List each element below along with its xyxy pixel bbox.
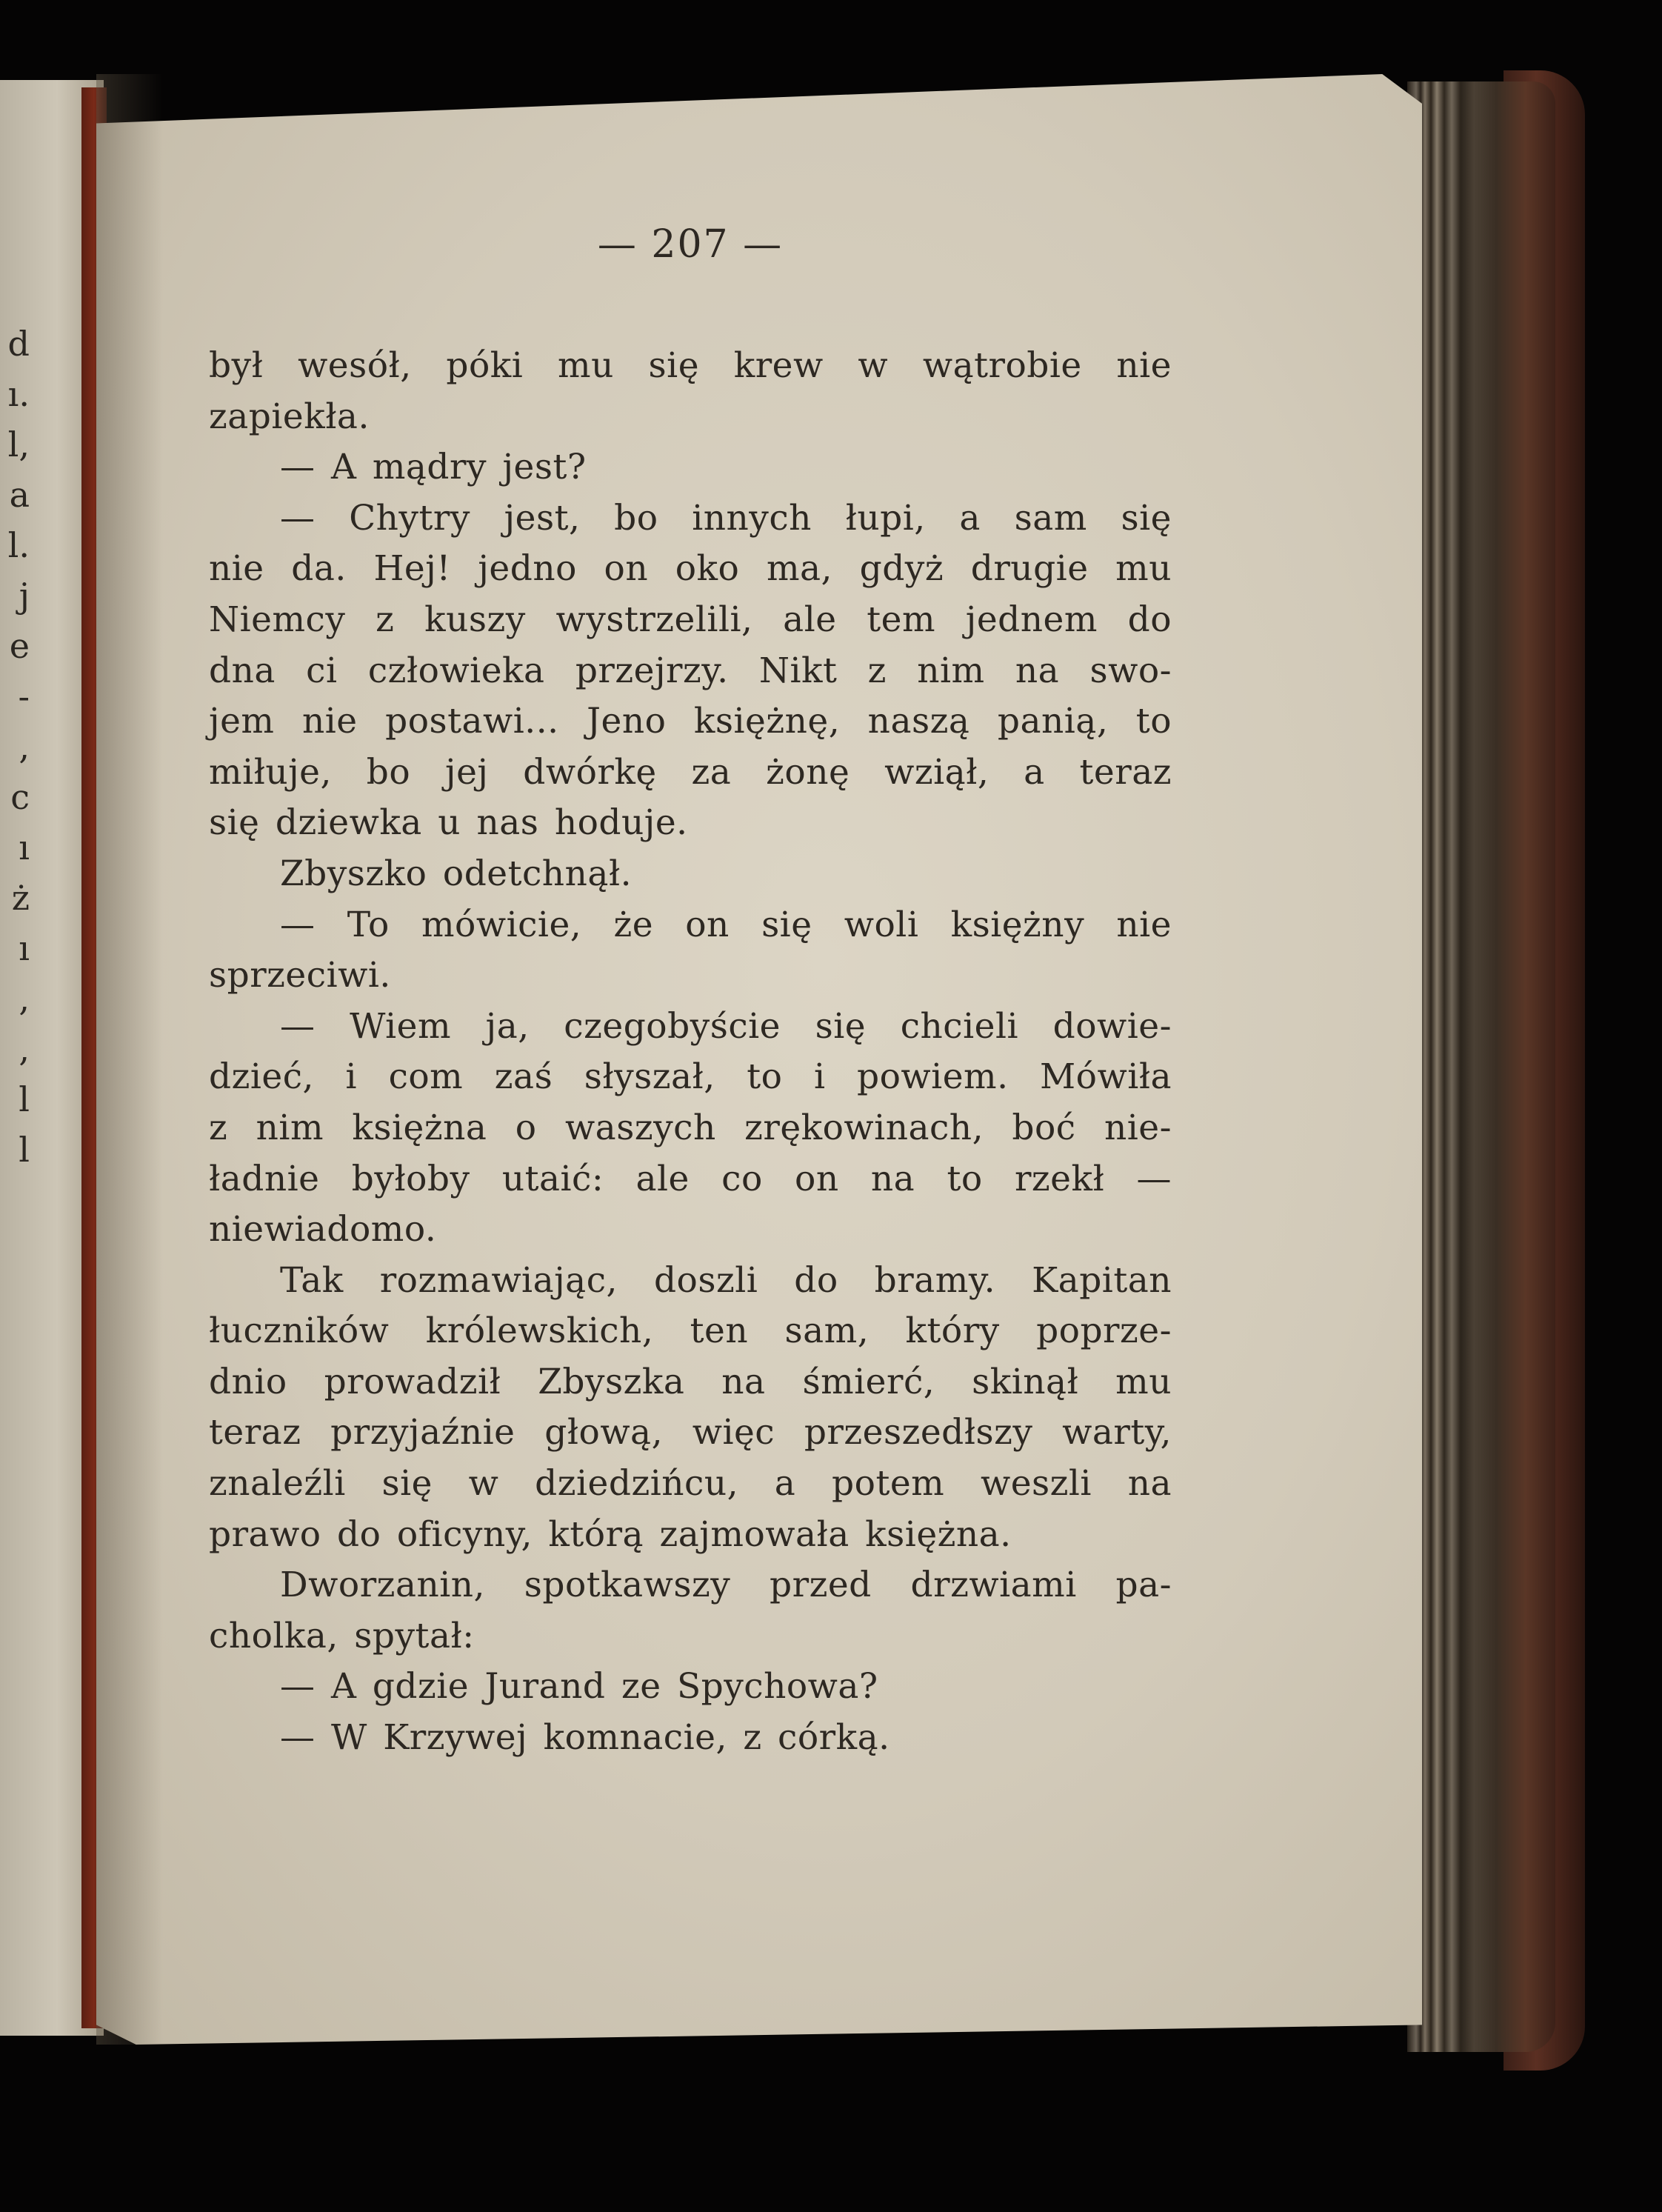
- text-line: Tak rozmawiając, doszli do bramy. Kapitan: [280, 1259, 1172, 1301]
- previous-page-fragment: d: [7, 324, 30, 364]
- text-line: cholka, spytał:: [209, 1615, 475, 1656]
- text-line: — Chytry jest, bo innych łupi, a sam się: [280, 497, 1172, 539]
- previous-page-fragment: e: [9, 626, 30, 666]
- previous-page-fragment: -: [18, 676, 30, 716]
- page-stack: [1407, 81, 1555, 2052]
- text-line: miłuje, bo jej dwórkę za żonę wziął, a teraz: [209, 751, 1172, 793]
- text-line: łuczników królewskich, ten sam, który poprze-: [209, 1310, 1172, 1352]
- text-line: prawo do oficyny, którą zajmowała księżna.: [209, 1513, 1012, 1555]
- text-line: niewiadomo.: [209, 1209, 437, 1250]
- text-line: — A mądry jest?: [280, 447, 587, 488]
- text-line: znaleźli się w dziedzińcu, a potem weszli na: [209, 1463, 1172, 1505]
- gutter-shadow: [96, 74, 163, 2045]
- previous-page-fragment: ,: [19, 979, 30, 1019]
- page-number: — 207 —: [597, 222, 784, 267]
- text-lines: [209, 341, 1172, 1764]
- text-line: był wesół, póki mu się krew w wątrobie nie: [209, 345, 1172, 386]
- text-line: zapiekła.: [209, 396, 370, 437]
- text-line: się dziewka u nas hoduje.: [209, 802, 688, 844]
- text-line: dna ci człowieka przejrzy. Nikt z nim na swo-: [209, 650, 1172, 691]
- previous-page-fragment: a: [9, 475, 30, 515]
- previous-page-fragment: l: [19, 1079, 30, 1119]
- text-line: dzieć, i com zaś słyszał, to i powiem. Mówiła: [209, 1056, 1172, 1098]
- previous-page-fragment: ż: [11, 878, 30, 918]
- text-line: sprzeciwi.: [209, 955, 391, 996]
- text-line: jem nie postawi... Jeno księżnę, naszą panią, to: [209, 701, 1172, 742]
- previous-page-fragment: l.: [7, 525, 30, 565]
- previous-page-fragment: c: [10, 777, 30, 817]
- text-line: Dworzanin, spotkawszy przed drzwiami pa-: [280, 1565, 1172, 1606]
- text-line: — Wiem ja, czegobyście się chcieli dowie-: [280, 1005, 1172, 1047]
- text-line: — A gdzie Jurand ze Spychowa?: [280, 1666, 878, 1708]
- text-line: nie da. Hej! jedno on oko ma, gdyż drugie mu: [209, 548, 1172, 590]
- text-line: z nim księżna o waszych zrękowinach, boć nie-: [209, 1107, 1172, 1148]
- previous-page-fragment: l,: [7, 424, 30, 464]
- text-line: Niemcy z kuszy wystrzelili, ale tem jednem do: [209, 599, 1172, 640]
- previous-page-fragment: ı: [19, 827, 30, 867]
- previous-page-fragment: ,: [19, 1029, 30, 1069]
- previous-page-fragment: l: [19, 1130, 30, 1170]
- text-line: teraz przyjaźnie głową, więc przeszedłszy warty,: [209, 1412, 1172, 1453]
- previous-page-text-fragments: [0, 319, 30, 1175]
- text-line: ładnie byłoby utaić: ale co on na to rzekł —: [209, 1158, 1172, 1199]
- text-line: dnio prowadził Zbyszka na śmierć, skinął mu: [209, 1361, 1172, 1402]
- previous-page-fragment: ,: [19, 727, 30, 767]
- previous-page-fragment: ı.: [7, 374, 30, 414]
- previous-page-fragment: j: [19, 576, 30, 616]
- previous-page-fragment: ı: [19, 928, 30, 968]
- text-line: Zbyszko odetchnął.: [280, 853, 633, 894]
- text-line: — To mówicie, że on się woli księżny nie: [280, 904, 1172, 945]
- text-line: — W Krzywej komnacie, z córką.: [280, 1717, 890, 1759]
